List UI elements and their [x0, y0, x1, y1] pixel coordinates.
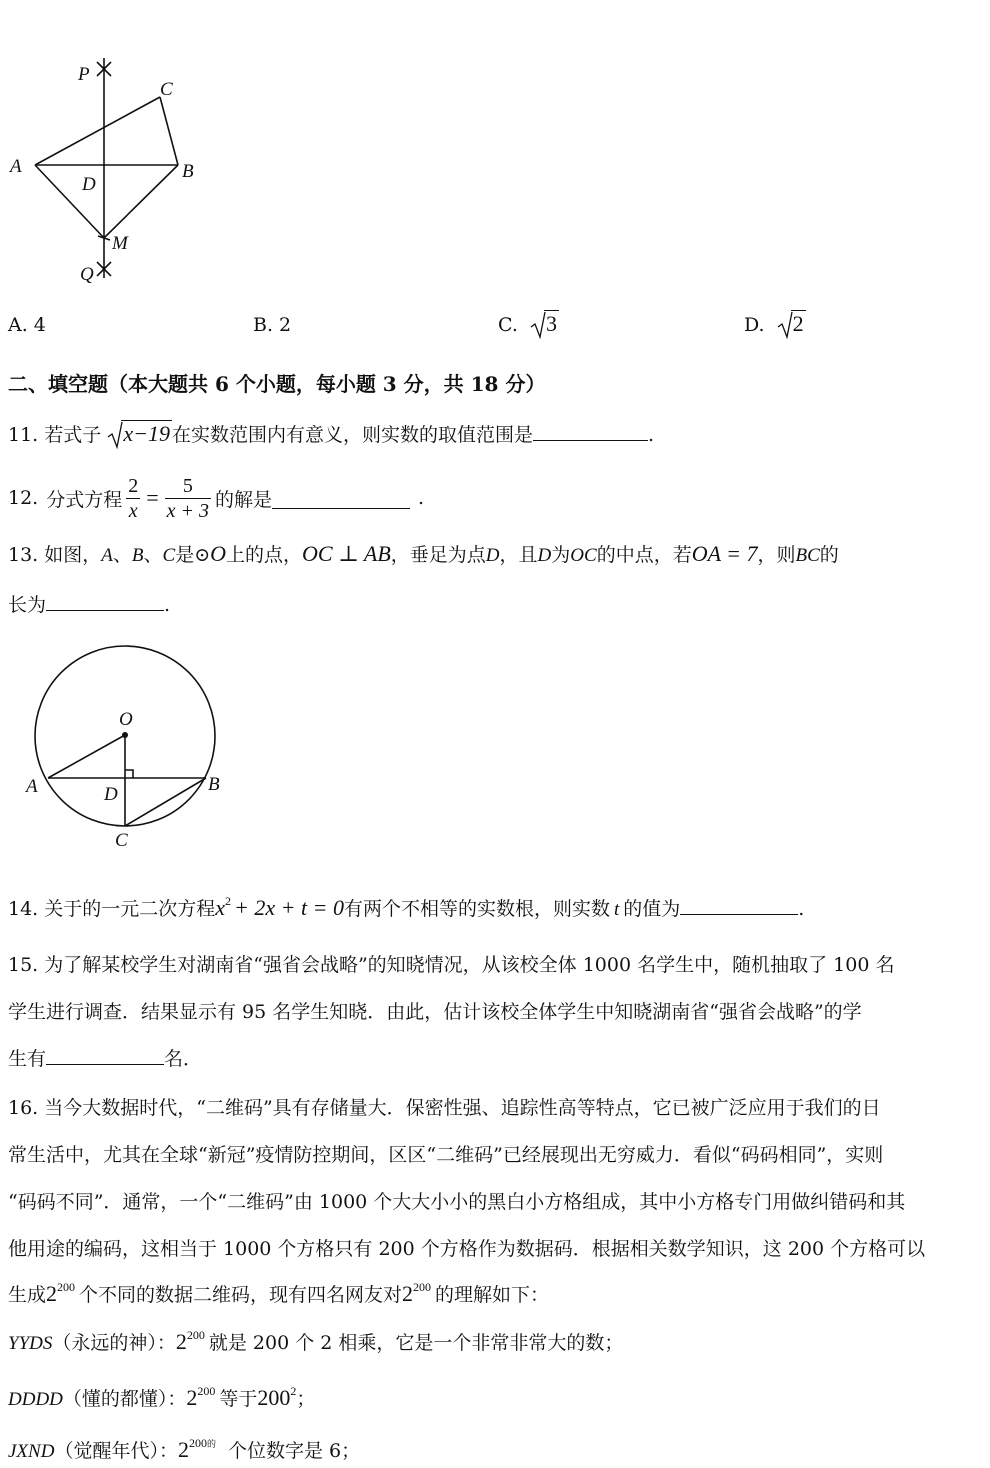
label-b: B — [182, 161, 194, 182]
question-16-line-4: 他用途的编码，这相当于 1000 个方格只有 200 个方格作为数据码．根据相关数学知识，这 200 个方格可以 — [8, 1238, 926, 1260]
question-13-line-1 — [8, 540, 839, 567]
sqrt-3: 3 — [530, 310, 559, 337]
dddd-line — [8, 1384, 315, 1411]
question-15-line-1: 15. 为了解某校学生对湖南省“强省会战略”的知晓情况，从该校全体 1000 名学生中，随机抽取了 100 名 — [8, 954, 895, 976]
q12-blank — [272, 507, 410, 509]
dddd-text: 等于 — [219, 1388, 258, 1410]
option-d — [744, 310, 806, 337]
dddd-paren: （懂的都懂）： — [62, 1388, 187, 1410]
label-c: C — [160, 79, 173, 100]
q13-end: . — [164, 594, 171, 616]
q13-u: 的 — [819, 544, 839, 566]
q14-post: 有两个不相等的实数根，则实数 — [343, 898, 610, 920]
q13-h: O — [210, 541, 227, 566]
label-o: O — [119, 709, 133, 730]
dddd-base: 2 — [186, 1385, 198, 1410]
yyds-exp: 200 — [186, 1328, 205, 1342]
q15-blank — [46, 1063, 164, 1065]
yyds-text: 就是 200 个 2 相乘，它是一个非常非常大的数； — [208, 1332, 624, 1354]
q13-l: D — [485, 545, 500, 566]
label-q: Q — [80, 264, 94, 285]
question-14 — [8, 894, 804, 921]
jxnd-text: 个位数字是 6； — [227, 1440, 361, 1462]
q13-g: 是⊙ — [175, 544, 211, 566]
q16-line5-c: 的理解如下： — [435, 1284, 550, 1306]
q13-blank — [46, 609, 164, 611]
q13-o: 为 — [551, 544, 571, 566]
q13-k: ，垂足为点 — [390, 544, 486, 566]
q15-line3-b: 名． — [164, 1048, 203, 1070]
sqrt-2: 2 — [777, 310, 806, 337]
q14-t: t — [613, 899, 620, 920]
q12-end: . — [418, 487, 425, 509]
question-15-line-2: 学生进行调查．结果显示有 95 名学生知晓．由此，估计该校全体学生中知晓湖南省“强省会战略”的学 — [8, 1001, 862, 1023]
label-c2: C — [115, 830, 128, 851]
q12-num: 12. — [8, 487, 39, 509]
q13-e: 、 — [143, 544, 163, 566]
label-a2: A — [26, 776, 38, 797]
question-16-line-3: “码码不同”．通常，一个“二维码”由 1000 个大大小小的黑白小方格组成，其中小方格专门用做纠错码和其 — [8, 1191, 906, 1213]
q11-end: . — [647, 424, 655, 446]
dddd-exp: 200 — [197, 1384, 216, 1398]
q14-end: . — [798, 898, 805, 920]
option-d-prefix: D. — [744, 314, 765, 336]
q13-t: BC — [795, 545, 820, 566]
q13-r: OA = 7 — [691, 541, 758, 566]
q14-exp: 2 — [225, 894, 232, 908]
q12-fraction-1: $\frac{2}{x}$ — [128, 474, 139, 522]
dddd-base2: 200 — [257, 1385, 291, 1410]
yyds-line — [8, 1328, 623, 1355]
q11-num: 11. — [8, 424, 39, 446]
option-c-prefix: C. — [498, 314, 518, 336]
q16-line5-b: 个不同的数据二维码，现有四名网友对 — [79, 1284, 403, 1306]
q15-line3-a: 生有 — [8, 1048, 47, 1070]
question-11 — [8, 420, 654, 447]
jxnd-paren: （觉醒年代）： — [54, 1440, 178, 1462]
question-16-line-5 — [8, 1280, 549, 1307]
q11-post: 在实数范围内有意义，则实数的取值范围是 — [171, 424, 533, 446]
q11-sqrt: x−19 — [107, 420, 172, 447]
label-a: A — [10, 156, 22, 177]
q16-exp2: 200 — [413, 1280, 432, 1294]
jxnd-exp: 200 — [188, 1436, 207, 1450]
q14-rest: + 2x + t = 0 — [234, 895, 344, 920]
q13-n: D — [537, 545, 552, 566]
figure-circle — [18, 640, 238, 860]
q12-fraction-2: $\frac{5}{x + 3}$ — [166, 474, 210, 522]
question-12 — [8, 470, 424, 526]
jxnd-name: JXND — [8, 1441, 55, 1462]
q13-j: OC ⊥ AB — [302, 541, 391, 566]
label-p: P — [78, 64, 90, 85]
question-15-line-3 — [8, 1044, 202, 1071]
q16-base2: 2 — [402, 1281, 414, 1306]
q14-blank — [680, 913, 798, 915]
jxnd-line — [8, 1436, 360, 1463]
label-b2: B — [208, 774, 220, 795]
yyds-base: 2 — [175, 1329, 187, 1354]
dddd-name: DDDD — [8, 1389, 63, 1410]
jxnd-base: 2 — [177, 1437, 189, 1462]
q13-b: A — [101, 545, 113, 566]
q13-line2-a: 长为 — [8, 594, 47, 616]
q11-blank — [533, 439, 648, 441]
section-title: 二、填空题（本大题共 6 个小题，每小题 3 分，共 18 分） — [8, 372, 546, 396]
label-d: D — [82, 174, 96, 195]
question-13-line-2 — [8, 590, 170, 617]
question-16-line-2: 常生活中，尤其在全球“新冠”疫情防控期间，区区“二维码”已经展现出无穷威力．看似“码码相同”，实则 — [8, 1144, 884, 1166]
label-d2: D — [104, 784, 118, 805]
option-c — [498, 310, 559, 337]
option-b: B. 2 — [253, 314, 292, 336]
q13-f: C — [162, 545, 176, 566]
q13-p: OC — [570, 545, 597, 566]
q14-x: x — [215, 895, 226, 920]
q16-line5-a: 生成 — [8, 1284, 47, 1306]
option-a: A. 4 — [8, 314, 46, 336]
q13-q: 的中点，若 — [596, 544, 692, 566]
label-m: M — [112, 233, 128, 254]
yyds-name: YYDS — [8, 1333, 53, 1354]
q12-post: 的解是 — [215, 488, 273, 511]
q12-eq: = — [146, 485, 159, 510]
q13-m: ，且 — [499, 544, 538, 566]
q14-pre: 14. 关于的一元二次方程 — [8, 898, 216, 920]
q11-pre: 若式子 — [44, 424, 102, 446]
q13-i: 上的点， — [226, 544, 303, 566]
q13-c: 、 — [112, 544, 132, 566]
q13-s: ，则 — [757, 544, 796, 566]
dddd-exp2: 2 — [290, 1384, 297, 1398]
q13-a: 13. 如图， — [8, 544, 102, 566]
jxnd-mark: 的 — [206, 1439, 216, 1449]
question-16-line-1: 16. 当今大数据时代，“二维码”具有存储量大．保密性强、追踪性高等特点，它已被广泛应用于我们的日 — [8, 1097, 881, 1119]
q14-post2: 的值为 — [623, 898, 681, 920]
q16-exp: 200 — [57, 1280, 76, 1294]
dddd-end: ； — [296, 1388, 316, 1410]
yyds-paren: （永远的神）： — [52, 1332, 176, 1354]
q12-pre: 分式方程 — [46, 488, 123, 511]
q13-d: B — [131, 545, 144, 566]
figure-perpendicular-bisector — [0, 50, 230, 290]
q16-base: 2 — [46, 1281, 58, 1306]
